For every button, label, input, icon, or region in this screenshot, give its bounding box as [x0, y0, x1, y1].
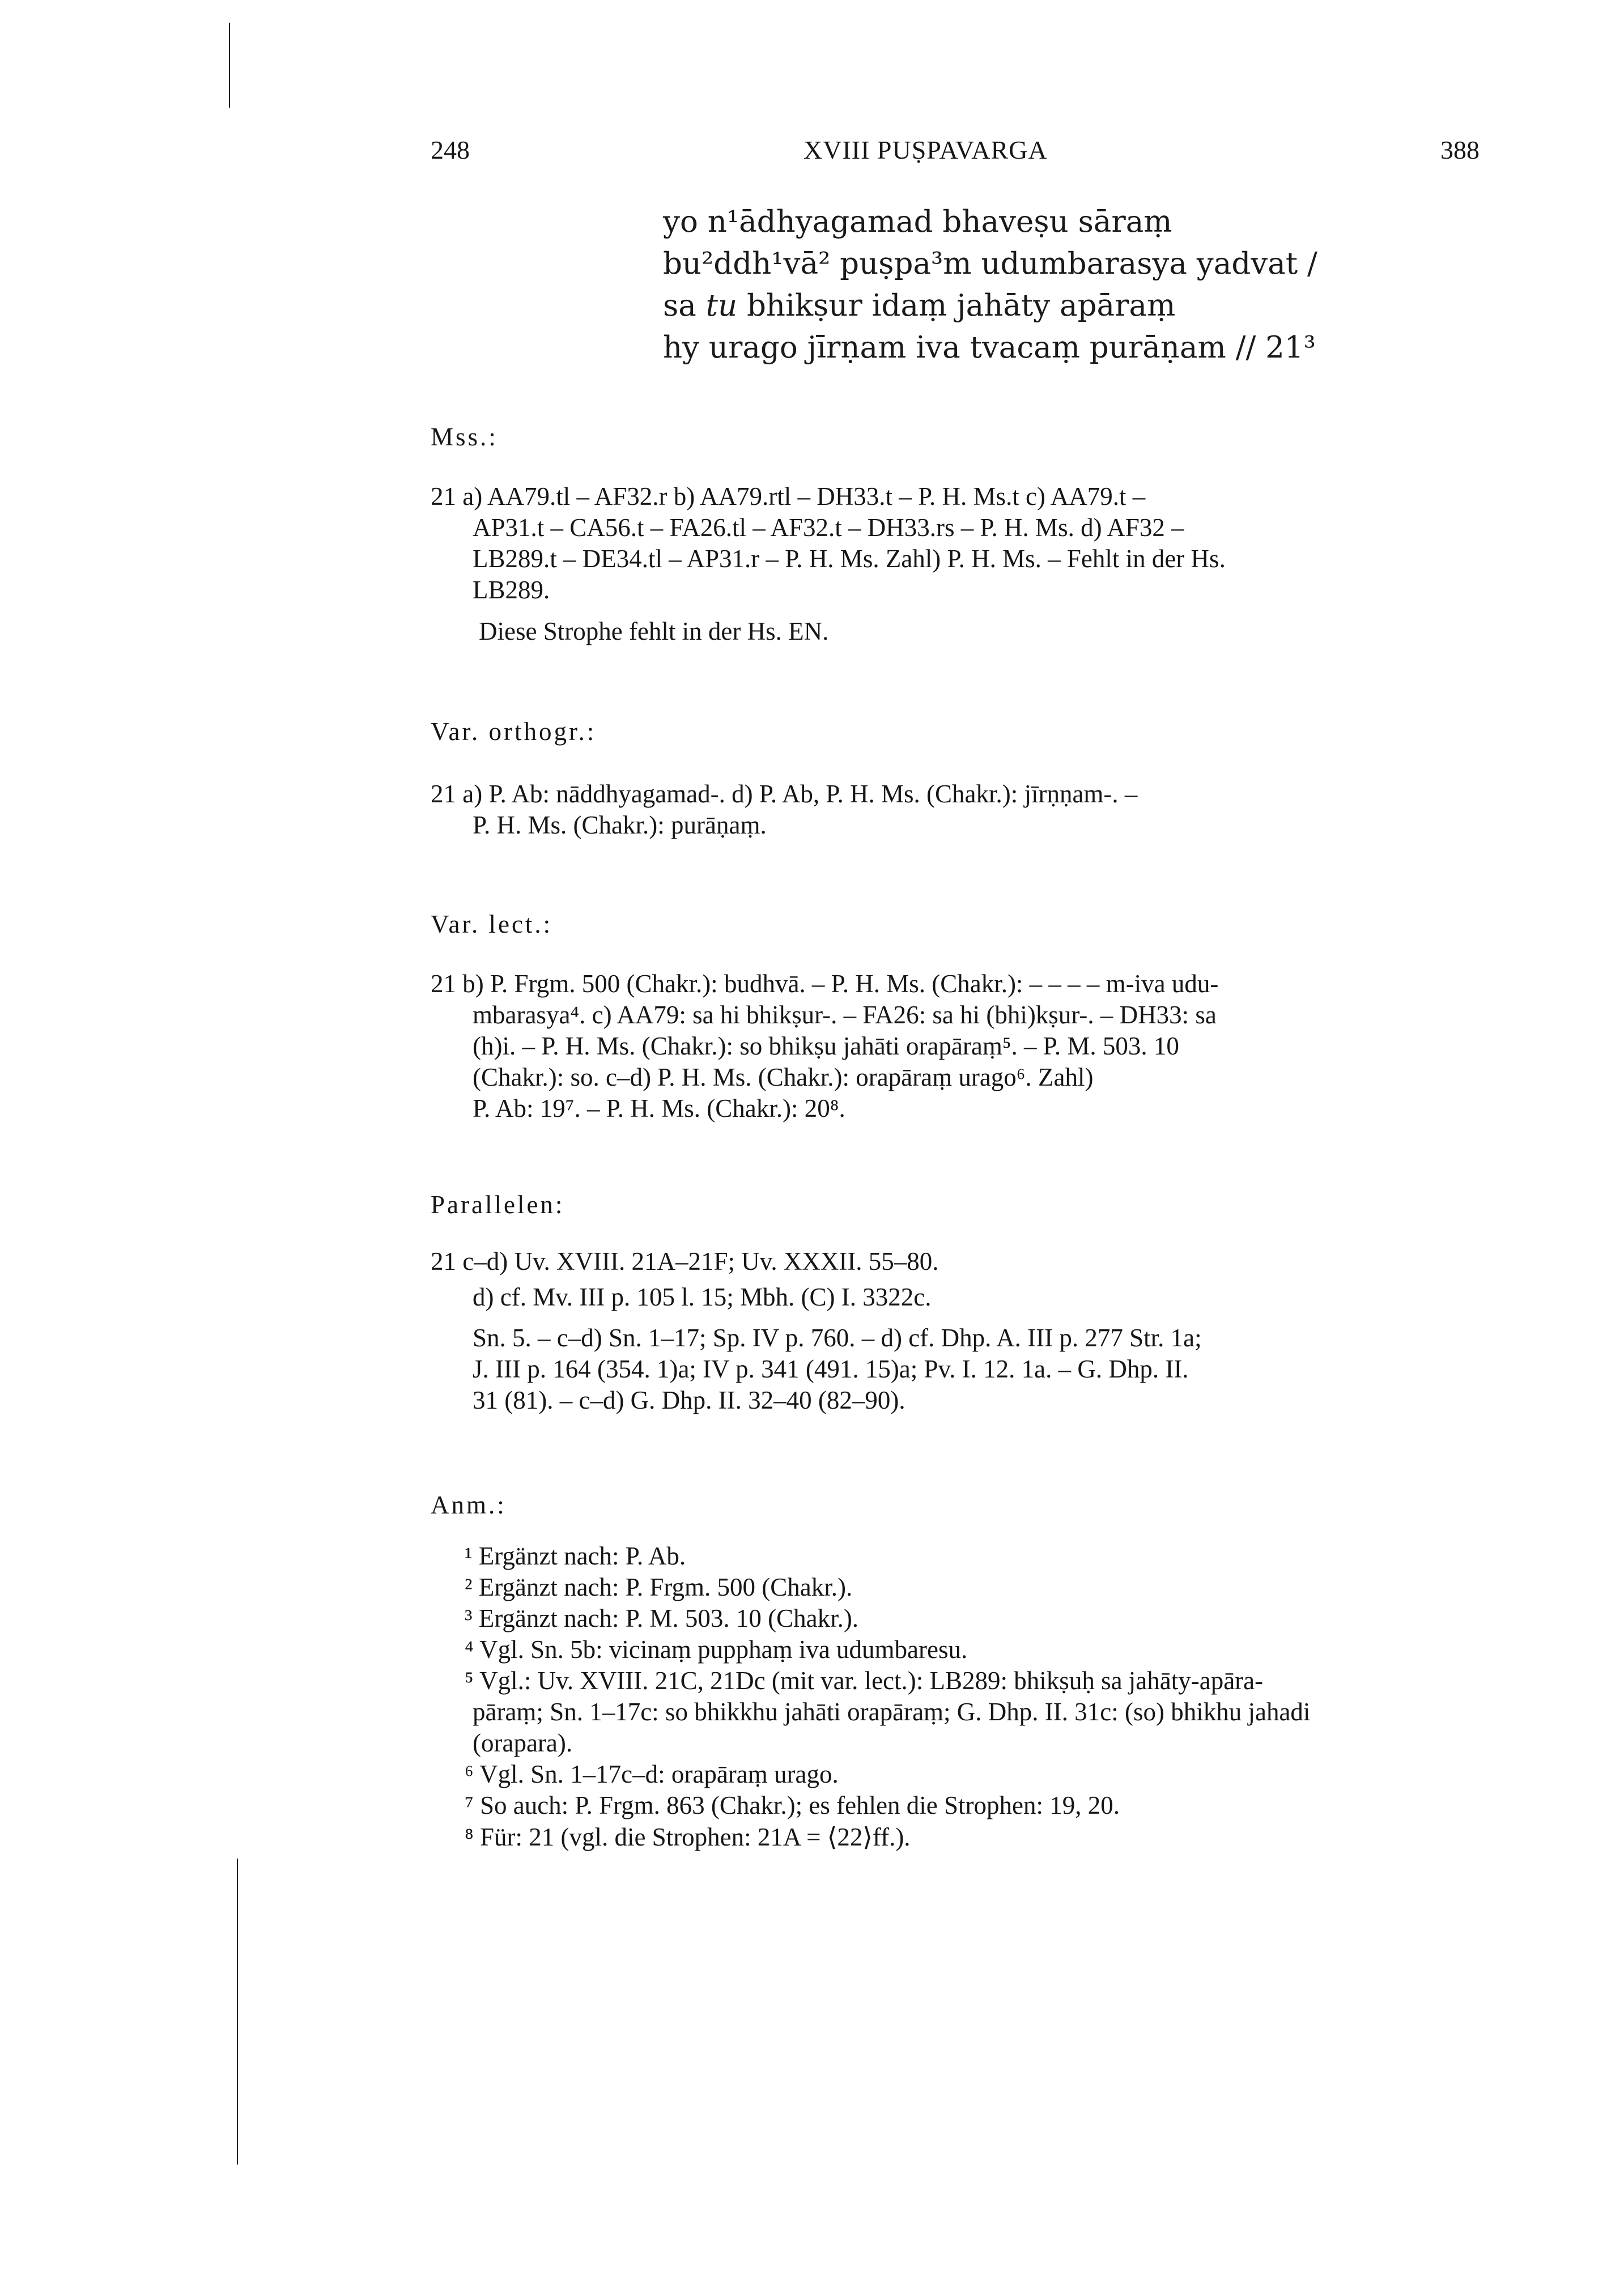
parallelen-line-4: J. III p. 164 (354. 1)a; IV p. 341 (491. 15)a; Pv. I. 12. 1a. – G. Dhp. II. — [473, 1355, 1189, 1383]
verse-line-1: yo n¹ādhyagamad bhaveṣu sāraṃ — [663, 205, 1172, 239]
scan-mark-bottom — [237, 1859, 238, 2165]
footnote-4: ⁴ Vgl. Sn. 5b: vicinaṃ pupphaṃ iva udumbaresu. — [465, 1635, 968, 1664]
verse-block — [663, 201, 1317, 369]
page-number-right: 388 — [1440, 135, 1480, 164]
footnote-1: ¹ Ergänzt nach: P. Ab. — [465, 1542, 686, 1570]
lect-line-2: mbarasya⁴. c) AA79: sa hi bhikṣur-. – FA26: sa hi (bhi)kṣur-. – DH33: sa — [473, 1001, 1217, 1029]
scan-mark-top — [229, 23, 230, 108]
footnote-5-line-3: (orapara). — [473, 1729, 573, 1757]
running-title: XVIII PUṢPAVARGA — [804, 135, 1048, 164]
lect-line-4: (Chakr.): so. c–d) P. H. Ms. (Chakr.): orapāraṃ urago⁶. Zahl) — [473, 1063, 1094, 1091]
footnote-8: ⁸ Für: 21 (vgl. die Strophen: 21A = ⟨22⟩ff.). — [465, 1823, 911, 1851]
lect-line-3: (h)i. – P. H. Ms. (Chakr.): so bhikṣu jahāti orapāraṃ⁵. – P. M. 503. 10 — [473, 1032, 1179, 1060]
section-label-lect: Var. lect.: — [431, 910, 553, 938]
footnote-5-line-1: ⁵ Vgl.: Uv. XVIII. 21C, 21Dc (mit var. lect.): LB289: bhikṣuḥ sa jahāty-apāra- — [465, 1666, 1264, 1695]
parallelen-line-2: d) cf. Mv. III p. 105 l. 15; Mbh. (C) I. 3322c. — [473, 1283, 932, 1311]
lect-line-1: 21 b) P. Frgm. 500 (Chakr.): budhvā. – P. H. Ms. (Chakr.): – – – – m-iva udu- — [431, 970, 1219, 998]
footnote-5-line-2: pāraṃ; Sn. 1–17c: so bhikkhu jahāti orapāraṃ; G. Dhp. II. 31c: (so) bhikhu jahadi — [473, 1698, 1311, 1726]
verse-line-4: hy urago jīrṇam iva tvacaṃ purāṇam // 21³ — [663, 330, 1316, 365]
footnote-3: ³ Ergänzt nach: P. M. 503. 10 (Chakr.). — [465, 1604, 859, 1632]
mss-line-3: LB289.t – DE34.tl – AP31.r – P. H. Ms. Zahl) P. H. Ms. – Fehlt in der Hs. — [473, 545, 1226, 573]
lect-line-5: P. Ab: 19⁷. – P. H. Ms. (Chakr.): 20⁸. — [473, 1094, 845, 1123]
section-label-parallelen: Parallelen: — [431, 1190, 565, 1219]
mss-line-1: 21 a) AA79.tl – AF32.r b) AA79.rtl – DH33.t – P. H. Ms.t c) AA79.t – — [431, 482, 1146, 511]
footnote-7: ⁷ So auch: P. Frgm. 863 (Chakr.); es fehlen die Strophen: 19, 20. — [465, 1791, 1120, 1819]
footnote-6: ⁶ Vgl. Sn. 1–17c–d: orapāraṃ urago. — [465, 1760, 839, 1788]
parallelen-line-1: 21 c–d) Uv. XVIII. 21A–21F; Uv. XXXII. 55–80. — [431, 1247, 939, 1275]
mss-note: Diese Strophe fehlt in der Hs. EN. — [479, 617, 829, 645]
verse-line-2: bu²ddh¹vā² puṣpa³m udumbarasya yadvat / — [663, 246, 1317, 281]
parallelen-line-5: 31 (81). – c–d) G. Dhp. II. 32–40 (82–90). — [473, 1386, 905, 1414]
mss-line-2: AP31.t – CA56.t – FA26.tl – AF32.t – DH33.rs – P. H. Ms. d) AF32 – — [473, 513, 1184, 542]
mss-line-4: LB289. — [473, 576, 550, 604]
footnote-2: ² Ergänzt nach: P. Frgm. 500 (Chakr.). — [465, 1573, 853, 1601]
section-label-mss: Mss.: — [431, 423, 498, 451]
section-label-orthogr: Var. orthogr.: — [431, 717, 597, 746]
page-number-left: 248 — [431, 135, 470, 164]
parallelen-line-3: Sn. 5. – c–d) Sn. 1–17; Sp. IV p. 760. – d) cf. Dhp. A. III p. 277 Str. 1a; — [473, 1324, 1202, 1352]
orthogr-line-1: 21 a) P. Ab: nāddhyagamad-. d) P. Ab, P. H. Ms. (Chakr.): jīrṇṇam-. – — [431, 780, 1138, 808]
orthogr-line-2: P. H. Ms. (Chakr.): purāṇaṃ. — [473, 811, 767, 839]
verse-line-3: sa tu bhikṣur idaṃ jahāty apāraṃ — [663, 288, 1176, 323]
section-label-anm: Anm.: — [431, 1491, 507, 1519]
